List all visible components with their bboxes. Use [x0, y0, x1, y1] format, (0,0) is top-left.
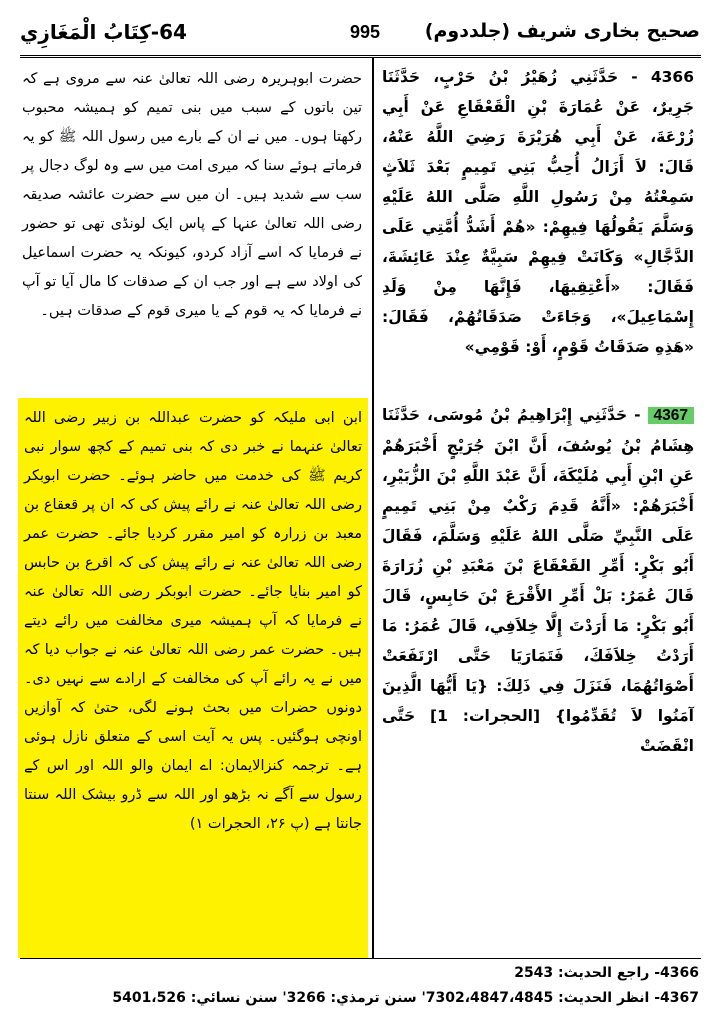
hadith-4367-number: 4367 [648, 407, 694, 424]
column-divider [372, 58, 374, 958]
footer-rule [20, 958, 701, 959]
hadith-4366-arabic: 4366 - حَدَّثَنِي زُهَيْرُ بْنُ حَرْبٍ، حَدَّثَنَا جَرِيرٌ، عَنْ عُمَارَةَ بْنِ الْقَعْقَاعِ عَنْ أَبِي زُرْعَةَ، عَنْ أَبِي هُرَيْرَةَ رَضِيَ اللَّهُ عَنْهُ، قَالَ: لاَ أَزَالُ أُحِبُّ بَنِي تَمِيمٍ بَعْدَ ثَلاَثٍ سَمِعْتُهُ مِنْ رَسُولِ اللَّهِ صَلَّى اللهُ عَلَيْهِ وَسَلَّمَ يَقُولُهَا فِيهِمْ: «هُمْ أَشَدُّ أُمَّتِي عَلَى الدَّجَّالِ» وَكَانَتْ فِيهِمْ سَبِيَّةٌ عِنْدَ عَائِشَةَ، فَقَالَ: «أَعْتِقِيهَا، فَإِنَّهَا مِنْ وَلَدِ إِسْمَاعِيلَ»، وَجَاءَتْ صَدَقَاتُهُمْ، فَقَالَ: «هَذِهِ صَدَقَاتُ قَوْمٍ، أَوْ: قَوْمِي» [382, 68, 694, 356]
chapter-title: 64-كِتَابُ الْمَغَازِي [20, 20, 187, 44]
footnote-4366: 4366- راجع الحديث: 2543 [514, 965, 699, 981]
hadith-4367-arabic: 4367 - حَدَّثَنِي إِبْرَاهِيمُ بْنُ مُوسَى، حَدَّثَنَا هِشَامُ بْنُ يُوسُفَ، أَنَّ ابْنَ جُرَيْجٍ أَخْبَرَهُمْ عَنِ ابْنِ أَبِي مُلَيْكَةَ، أَنَّ عَبْدَ اللَّهِ بْنَ الزُّبَيْرِ، أَخْبَرَهُمْ: «أَنَّهُ قَدِمَ رَكْبٌ مِنْ بَنِي تَمِيمٍ عَلَى النَّبِيِّ صَلَّى اللهُ عَلَيْهِ وَسَلَّمَ، فَقَالَ أَبُو بَكْرٍ: أَمِّرِ القَعْقَاعَ بْنَ مَعْبَدِ بْنِ زُرَارَةَ قَالَ عُمَرُ: بَلْ أَمِّرِ الأَقْرَعَ بْنَ حَابِسٍ، قَالَ أَبُو بَكْرٍ: مَا أَرَدْتَ إِلَّا خِلاَفِي، قَالَ عُمَرُ: مَا أَرَدْتُ خِلاَفَكَ، فَتَمَارَيَا حَتَّى ارْتَفَعَتْ أَصْوَاتُهُمَا، فَنَزَلَ فِي ذَلِكَ: {يَا أَيُّهَا الَّذِينَ آمَنُوا لاَ تُقَدِّمُوا} [الحجرات: 1] حَتَّى انْقَضَتْ [382, 406, 694, 755]
book-title: صحیح بخاری شریف (جلددوم) [424, 20, 700, 42]
page-header [20, 18, 700, 54]
header-rule [20, 55, 701, 58]
footnote-4367: 4367- انظر الحديث: 7302،4847،4845' سنن ترمذي: 3266' سنن نسائي: 5401،526 [112, 990, 699, 1006]
page-number: 995 [350, 22, 381, 42]
hadith-4367-urdu: ابن ابی ملیکہ کو حضرت عبداللہ بن زبیر رضی اللہ تعالیٰ عنہما نے خبر دی کہ بنی تمیم کے کچھ سوار نبی کریم ﷺ کی خدمت میں حاضر ہوئے۔ حضرت ابوبکر رضی اللہ تعالیٰ عنہ نے رائے پیش کی کہ ان پر قعقاع بن معبد بن زرارہ کو امیر مقرر کردیا جائے۔ حضرت عمر رضی اللہ تعالیٰ عنہ نے رائے پیش کی کہ اقرع بن حابس کو امیر بنایا جائے۔ حضرت ابوبکر رضی اللہ تعالیٰ عنہ نے فرمایا کہ آپ ہمیشہ میری مخالفت میں رائے دیتے ہیں۔ حضرت عمر رضی اللہ تعالیٰ عنہ نے جواب دیا کہ میں نے یہ رائے آپ کی مخالفت کے ارادے سے نہیں دی۔ دونوں حضرات میں بحث ہونے لگی، حتیٰ کہ آوازیں اونچی ہوگئیں۔ پس یہ آیت اسی کے متعلق نازل ہوئی ہے۔ ترجمہ کنزالایمان: اے ایمان والو اللہ اور اس کے رسول سے آگے نہ بڑھو اور اللہ سے ڈرو بیشک اللہ سنتا جانتا ہے (پ ۲۶، الحجرات ۱) [24, 410, 362, 832]
hadith-4367-arabic-text: حَدَّثَنِي إِبْرَاهِيمُ بْنُ مُوسَى، حَدَّثَنَا هِشَامُ بْنُ يُوسُفَ، أَنَّ ابْنَ جُرَيْجٍ أَخْبَرَهُمْ عَنِ ابْنِ أَبِي مُلَيْكَةَ، أَنَّ عَبْدَ اللَّهِ بْنَ الزُّبَيْرِ، أَخْبَرَهُمْ: «أَنَّهُ قَدِمَ رَكْبٌ مِنْ بَنِي تَمِيمٍ عَلَى النَّبِيِّ صَلَّى اللهُ عَلَيْهِ وَسَلَّمَ، فَقَالَ أَبُو بَكْرٍ: أَمِّرِ القَعْقَاعَ بْنَ مَعْبَدِ بْنِ زُرَارَةَ قَالَ عُمَرُ: بَلْ أَمِّرِ الأَقْرَعَ بْنَ حَابِسٍ، قَالَ أَبُو بَكْرٍ: مَا أَرَدْتَ إِلَّا خِلاَفِي، قَالَ عُمَرُ: مَا أَرَدْتُ خِلاَفَكَ، فَتَمَارَيَا حَتَّى ارْتَفَعَتْ أَصْوَاتُهُمَا، فَنَزَلَ فِي ذَلِكَ: {يَا أَيُّهَا الَّذِينَ آمَنُوا لاَ تُقَدِّمُوا} [الحجرات: 1] حَتَّى انْقَضَتْ [382, 406, 694, 755]
hadith-4366-urdu: حضرت ابوہریرہ رضی اللہ تعالیٰ عنہ سے مروی ہے کہ تین باتوں کے سبب میں بنی تمیم کو ہمیشہ محبوب رکھتا ہوں۔ میں نے ان کے بارے میں رسول اللہ ﷺ کو یہ فرماتے ہوئے سنا کہ میری امت میں سے وہ لوگ دجال پر سب سے شدید ہیں۔ ان میں سے حضرت عائشہ صدیقہ رضی اللہ تعالیٰ عنہا کے پاس ایک لونڈی تھی تو حضور نے فرمایا کہ اسے آزاد کردو، کیونکہ یہ حضرت اسماعیل کی اولاد سے ہے اور جب ان کے صدقات کا مال آیا تو آپ نے فرمایا کہ یہ قوم کے یا میری قوم کے صدقات ہیں۔ [22, 71, 362, 319]
